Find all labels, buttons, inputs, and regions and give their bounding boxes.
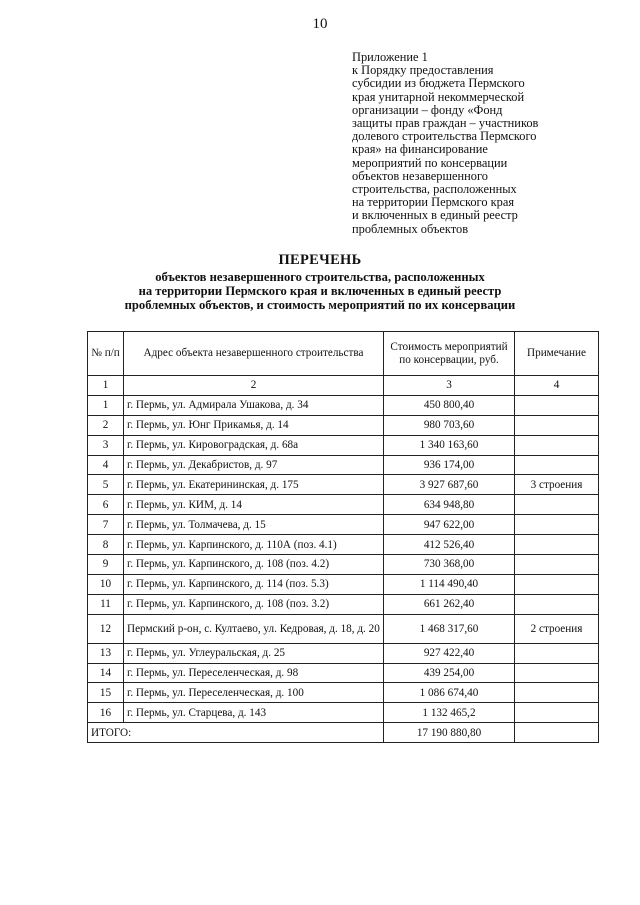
table-row (88, 455, 599, 475)
row-address-cell: г. Пермь, ул. Углеуральская, д. 25 (124, 643, 384, 663)
row-cost-cell: 1 114 490,40 (384, 574, 515, 594)
row-cost-cell: 936 174,00 (384, 455, 515, 475)
row-cost-cell: 1 468 317,60 (384, 614, 515, 643)
appendix-line: края» на финансирование (352, 142, 488, 157)
row-num-cell: 13 (88, 643, 124, 663)
appendix-line: мероприятий по консервации (352, 155, 508, 170)
row-num-cell: 9 (88, 555, 124, 575)
row-note-cell (515, 415, 599, 435)
row-cost-cell: 927 422,40 (384, 643, 515, 663)
table-row (88, 415, 599, 435)
column-number: 1 (88, 376, 124, 396)
row-note-cell (515, 594, 599, 614)
appendix-line: долевого строительства Пермского (352, 129, 537, 144)
total-label: ИТОГО: (88, 723, 384, 743)
row-address-cell: г. Пермь, ул. Адмирала Ушакова, д. 34 (124, 395, 384, 415)
column-numbers-row (88, 376, 599, 396)
row-address-cell: г. Пермь, ул. Юнг Прикамья, д. 14 (124, 415, 384, 435)
header-address: Адрес объекта незавершенного строительства (124, 332, 384, 376)
table-row (88, 574, 599, 594)
table-row (88, 515, 599, 535)
appendix-line: и включенных в единый реестр (352, 208, 518, 223)
appendix-line: Приложение 1 (352, 50, 428, 64)
row-note-cell: 3 строения (515, 475, 599, 495)
table-row (88, 555, 599, 575)
subtitle-line: на территории Пермского края и включенных в единый реестр (138, 284, 502, 298)
row-cost-cell: 450 800,40 (384, 395, 515, 415)
row-address-cell: г. Пермь, ул. Карпинского, д. 110А (поз. 4.1) (124, 535, 384, 555)
row-address-cell: г. Пермь, ул. Переселенческая, д. 98 (124, 663, 384, 683)
row-cost-cell: 947 622,00 (384, 515, 515, 535)
row-num-cell: 12 (88, 614, 124, 643)
row-cost-cell: 412 526,40 (384, 535, 515, 555)
row-address-cell: г. Пермь, ул. Кировоградская, д. 68а (124, 435, 384, 455)
row-num-cell: 14 (88, 663, 124, 683)
total-value: 17 190 880,80 (384, 723, 515, 743)
appendix-line: края унитарной некоммерческой (352, 89, 525, 104)
appendix-line: объектов незавершенного (352, 168, 488, 183)
page-number: 10 (312, 16, 328, 32)
row-note-cell (515, 515, 599, 535)
table-row (88, 614, 599, 643)
document-subtitle (0, 270, 640, 312)
row-note-cell (515, 495, 599, 515)
row-address-cell: г. Пермь, ул. Старцева, д. 143 (124, 703, 384, 723)
table-row (88, 495, 599, 515)
table-header-row (88, 332, 599, 376)
appendix-line: проблемных объектов (352, 221, 469, 236)
row-address-cell: г. Пермь, ул. Переселенческая, д. 100 (124, 683, 384, 703)
document-heading: ПЕРЕЧЕНЬ (278, 252, 362, 268)
row-num-cell: 16 (88, 703, 124, 723)
subtitle-line: объектов незавершенного строительства, расположенных (155, 270, 485, 284)
table-row (88, 643, 599, 663)
row-note-cell (515, 643, 599, 663)
row-cost-cell: 634 948,80 (384, 495, 515, 515)
row-cost-cell: 439 254,00 (384, 663, 515, 683)
row-note-cell (515, 683, 599, 703)
table-row (88, 475, 599, 495)
table-row (88, 435, 599, 455)
row-num-cell: 10 (88, 574, 124, 594)
table-row (88, 594, 599, 614)
subtitle-line: проблемных объектов, и стоимость мероприятий по их консервации (124, 298, 516, 312)
row-note-cell (515, 435, 599, 455)
row-address-cell: г. Пермь, ул. Декабристов, д. 97 (124, 455, 384, 475)
row-note-cell (515, 535, 599, 555)
row-cost-cell: 980 703,60 (384, 415, 515, 435)
row-cost-cell: 661 262,40 (384, 594, 515, 614)
row-num-cell: 2 (88, 415, 124, 435)
objects-table (87, 331, 599, 743)
table-row (88, 683, 599, 703)
header-num: № п/п (88, 332, 124, 376)
row-note-cell (515, 703, 599, 723)
row-cost-cell: 1 132 465,2 (384, 703, 515, 723)
row-cost-cell: 1 340 163,60 (384, 435, 515, 455)
total-note (515, 723, 599, 743)
row-num-cell: 5 (88, 475, 124, 495)
row-note-cell (515, 663, 599, 683)
row-cost-cell: 3 927 687,60 (384, 475, 515, 495)
row-address-cell: г. Пермь, ул. Толмачева, д. 15 (124, 515, 384, 535)
row-cost-cell: 730 368,00 (384, 555, 515, 575)
row-num-cell: 15 (88, 683, 124, 703)
column-number: 4 (515, 376, 599, 396)
row-address-cell: г. Пермь, ул. Карпинского, д. 114 (поз. 5.3) (124, 574, 384, 594)
appendix-line: организации – фонду «Фонд (352, 102, 503, 117)
row-note-cell (515, 455, 599, 475)
appendix-line: строительства, расположенных (352, 182, 517, 197)
row-note-cell: 2 строения (515, 614, 599, 643)
table-row (88, 663, 599, 683)
appendix-note (352, 51, 612, 236)
table-row (88, 535, 599, 555)
row-address-cell: г. Пермь, ул. Карпинского, д. 108 (поз. 3.2) (124, 594, 384, 614)
header-cost: Стоимость мероприятий по консервации, руб. (384, 332, 515, 376)
row-cost-cell: 1 086 674,40 (384, 683, 515, 703)
table-row (88, 703, 599, 723)
row-note-cell (515, 574, 599, 594)
appendix-line: субсидии из бюджета Пермского (352, 76, 525, 91)
table-row (88, 395, 599, 415)
row-address-cell: Пермский р-он, с. Култаево, ул. Кедровая, д. 18, д. 20 (124, 614, 384, 643)
table-body (88, 376, 599, 723)
header-note: Примечание (515, 332, 599, 376)
row-address-cell: г. Пермь, ул. Екатерининская, д. 175 (124, 475, 384, 495)
row-note-cell (515, 555, 599, 575)
row-num-cell: 8 (88, 535, 124, 555)
row-num-cell: 3 (88, 435, 124, 455)
appendix-line: к Порядку предоставления (352, 63, 494, 78)
appendix-line: защиты прав граждан – участников (352, 116, 539, 131)
row-num-cell: 6 (88, 495, 124, 515)
row-note-cell (515, 395, 599, 415)
appendix-line: на территории Пермского края (352, 195, 515, 210)
row-num-cell: 11 (88, 594, 124, 614)
column-number: 3 (384, 376, 515, 396)
row-address-cell: г. Пермь, ул. КИМ, д. 14 (124, 495, 384, 515)
row-num-cell: 7 (88, 515, 124, 535)
total-row (88, 723, 599, 743)
row-address-cell: г. Пермь, ул. Карпинского, д. 108 (поз. 4.2) (124, 555, 384, 575)
row-num-cell: 4 (88, 455, 124, 475)
row-num-cell: 1 (88, 395, 124, 415)
column-number: 2 (124, 376, 384, 396)
